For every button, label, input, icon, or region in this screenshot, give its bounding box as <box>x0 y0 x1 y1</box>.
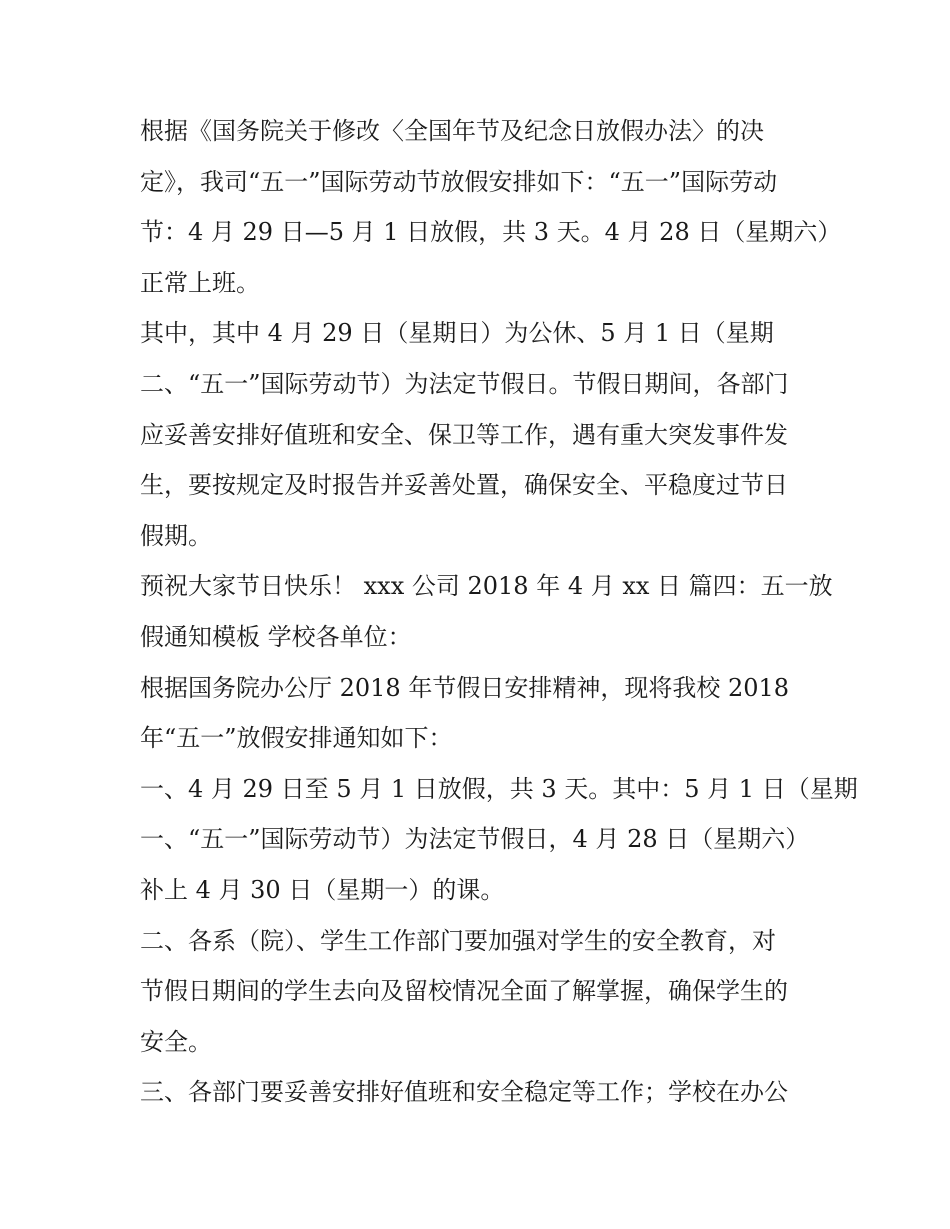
text-line: 假期。 <box>140 521 212 550</box>
text-line: 假通知模板 学校各单位： <box>140 622 412 651</box>
text-line: 正常上班。 <box>140 268 260 297</box>
text-line: 二、各系（院）、学生工作部门要加强对学生的安全教育，对 <box>140 926 776 955</box>
document-body <box>140 106 858 1118</box>
text-line: 安全。 <box>140 1027 212 1056</box>
text-line: 补上 4 月 30 日（星期一）的课。 <box>140 875 505 904</box>
text-line: 节假日期间的学生去向及留校情况全面了解掌握，确保学生的 <box>140 977 788 1006</box>
text-line: 节：4 月 29 日—5 月 1 日放假，共 3 天。4 月 28 日（星期六） <box>140 218 842 247</box>
text-line: 一、4 月 29 日至 5 月 1 日放假，共 3 天。其中：5 月 1 日（星期 <box>140 774 858 803</box>
text-line: 年“五一”放假安排通知如下： <box>140 724 453 753</box>
text-line: 三、各部门要妥善安排好值班和安全稳定等工作；学校在办公 <box>140 1078 788 1107</box>
text-line: 根据国务院办公厅 2018 年节假日安排精神，现将我校 2018 <box>140 673 790 702</box>
text-line: 根据《国务院关于修改〈全国年节及纪念日放假办法〉的决 <box>140 117 764 145</box>
text-line: 一、“五一”国际劳动节）为法定节假日，4 月 28 日（星期六） <box>140 825 810 854</box>
text-line: 其中，其中 4 月 29 日（星期日）为公休、5 月 1 日（星期 <box>140 319 774 348</box>
text-line: 定》，我司“五一”国际劳动节放假安排如下：“五一”国际劳动 <box>140 167 778 196</box>
text-line: 预祝大家节日快乐！ xxx 公司 2018 年 4 月 xx 日 篇四：五一放 <box>140 572 833 601</box>
text-line: 二、“五一”国际劳动节）为法定节假日。节假日期间，各部门 <box>140 369 789 398</box>
text-line: 应妥善安排好值班和安全、保卫等工作，遇有重大突发事件发 <box>140 420 788 449</box>
text-line: 生，要按规定及时报告并妥善处置，确保安全、平稳度过节日 <box>140 471 788 500</box>
